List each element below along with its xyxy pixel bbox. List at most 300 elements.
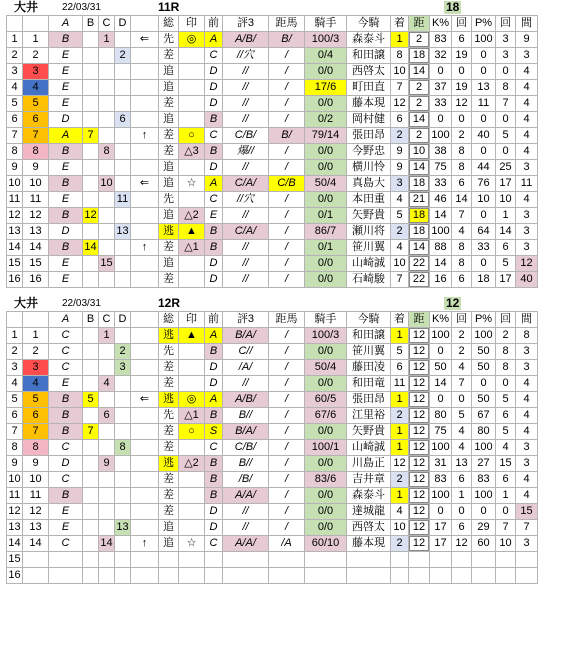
style[interactable]: 差 <box>159 240 179 256</box>
p-percent[interactable]: 80 <box>472 424 496 440</box>
jockey-name[interactable]: 山崎誠 <box>347 440 391 456</box>
distance-horse[interactable]: / <box>269 360 305 376</box>
p-count[interactable]: 17 <box>496 272 516 288</box>
grade-a[interactable]: C <box>49 360 83 376</box>
p-count[interactable]: 6 <box>496 240 516 256</box>
distance-horse[interactable]: / <box>269 224 305 240</box>
k-percent[interactable] <box>430 568 452 584</box>
jockey-stat[interactable]: 0/0 <box>305 192 347 208</box>
k-count[interactable]: 7 <box>452 376 472 392</box>
col-d[interactable] <box>115 240 131 256</box>
p-percent[interactable]: 0 <box>472 112 496 128</box>
style[interactable]: 差 <box>159 504 179 520</box>
distance-horse[interactable]: / <box>269 328 305 344</box>
horse-number[interactable]: 3 <box>23 360 49 376</box>
row-index[interactable]: 13 <box>7 520 23 536</box>
distance[interactable] <box>409 256 430 272</box>
jockey-name[interactable]: 藤田凌 <box>347 360 391 376</box>
table-row[interactable] <box>7 192 538 208</box>
col-d[interactable]: 11 <box>115 192 131 208</box>
col-d[interactable] <box>115 208 131 224</box>
distance[interactable] <box>409 360 430 376</box>
distance-horse[interactable] <box>269 552 305 568</box>
row-index[interactable]: 16 <box>7 272 23 288</box>
col-b[interactable] <box>83 64 99 80</box>
interval[interactable]: 4 <box>516 128 538 144</box>
column-header[interactable]: P% <box>472 312 496 328</box>
distance[interactable] <box>409 488 430 504</box>
table-row[interactable] <box>7 240 538 256</box>
jockey-stat[interactable] <box>305 568 347 584</box>
k-percent[interactable]: 32 <box>430 48 452 64</box>
jockey-name[interactable]: 石崎駿 <box>347 272 391 288</box>
interval[interactable]: 4 <box>516 376 538 392</box>
arrow-mark[interactable] <box>131 552 159 568</box>
col-c[interactable]: 1 <box>99 328 115 344</box>
eval3[interactable]: // <box>223 256 269 272</box>
distance[interactable] <box>409 440 430 456</box>
col-d[interactable] <box>115 160 131 176</box>
jockey-stat[interactable]: 100/3 <box>305 328 347 344</box>
jockey-name[interactable]: 西啓太 <box>347 64 391 80</box>
eval3[interactable]: // <box>223 520 269 536</box>
col-c[interactable] <box>99 272 115 288</box>
col-b[interactable] <box>83 552 99 568</box>
k-percent[interactable]: 0 <box>430 112 452 128</box>
column-header[interactable]: 間 <box>516 16 538 32</box>
p-count[interactable]: 5 <box>496 392 516 408</box>
distance-horse[interactable]: / <box>269 256 305 272</box>
mark[interactable] <box>179 64 205 80</box>
k-count[interactable]: 2 <box>452 344 472 360</box>
col-b[interactable] <box>83 224 99 240</box>
eval3[interactable]: 爆// <box>223 144 269 160</box>
row-index[interactable]: 3 <box>7 64 23 80</box>
column-header[interactable]: 印 <box>179 312 205 328</box>
eval3[interactable]: // <box>223 208 269 224</box>
p-percent[interactable]: 0 <box>472 376 496 392</box>
interval[interactable]: 9 <box>516 32 538 48</box>
distance-horse[interactable]: / <box>269 160 305 176</box>
jockey-name[interactable] <box>347 568 391 584</box>
row-index[interactable]: 7 <box>7 424 23 440</box>
col-c[interactable] <box>99 208 115 224</box>
table-row[interactable] <box>7 144 538 160</box>
k-count[interactable]: 4 <box>452 360 472 376</box>
eval3[interactable]: C/B/ <box>223 128 269 144</box>
k-percent[interactable] <box>430 552 452 568</box>
col-c[interactable]: 10 <box>99 176 115 192</box>
distance[interactable] <box>409 552 430 568</box>
p-percent[interactable]: 100 <box>472 440 496 456</box>
prev-grade[interactable]: D <box>205 256 223 272</box>
style[interactable]: 逃 <box>159 224 179 240</box>
p-percent[interactable]: 0 <box>472 64 496 80</box>
col-c[interactable] <box>99 504 115 520</box>
interval[interactable]: 4 <box>516 80 538 96</box>
rank[interactable]: 2 <box>391 128 409 144</box>
p-count[interactable]: 10 <box>496 536 516 552</box>
column-header[interactable]: C <box>99 312 115 328</box>
interval[interactable]: 3 <box>516 440 538 456</box>
p-percent[interactable]: 11 <box>472 96 496 112</box>
jockey-stat[interactable]: 83/6 <box>305 472 347 488</box>
mark[interactable] <box>179 256 205 272</box>
row-index[interactable]: 15 <box>7 256 23 272</box>
prev-grade[interactable]: C <box>205 48 223 64</box>
distance[interactable] <box>409 272 430 288</box>
horse-number[interactable]: 14 <box>23 240 49 256</box>
interval[interactable]: 15 <box>516 504 538 520</box>
col-c[interactable] <box>99 392 115 408</box>
col-c[interactable] <box>99 128 115 144</box>
table-row[interactable] <box>7 112 538 128</box>
prev-grade[interactable]: D <box>205 64 223 80</box>
eval3[interactable]: // <box>223 112 269 128</box>
arrow-mark[interactable] <box>131 144 159 160</box>
grade-a[interactable]: B <box>49 208 83 224</box>
k-count[interactable]: 2 <box>452 128 472 144</box>
col-d[interactable] <box>115 456 131 472</box>
p-count[interactable]: 3 <box>496 48 516 64</box>
col-b[interactable] <box>83 568 99 584</box>
style[interactable]: 逃 <box>159 456 179 472</box>
jockey-stat[interactable]: 50/4 <box>305 360 347 376</box>
distance-horse[interactable]: / <box>269 488 305 504</box>
p-count[interactable]: 8 <box>496 80 516 96</box>
distance[interactable] <box>409 32 430 48</box>
jockey-name[interactable]: 森泰斗 <box>347 32 391 48</box>
k-count[interactable]: 6 <box>452 32 472 48</box>
arrow-mark[interactable] <box>131 192 159 208</box>
jockey-name[interactable]: 吉井章 <box>347 472 391 488</box>
table-row[interactable] <box>7 568 538 584</box>
row-index[interactable]: 16 <box>7 568 23 584</box>
p-percent[interactable]: 60 <box>472 536 496 552</box>
rank[interactable]: 1 <box>391 440 409 456</box>
p-percent[interactable]: 13 <box>472 80 496 96</box>
grade-a[interactable]: C <box>49 472 83 488</box>
grade-a[interactable]: E <box>49 64 83 80</box>
col-d[interactable]: 3 <box>115 360 131 376</box>
style[interactable]: 先 <box>159 408 179 424</box>
distance-horse[interactable]: / <box>269 112 305 128</box>
col-c[interactable] <box>99 360 115 376</box>
p-percent[interactable] <box>472 552 496 568</box>
k-percent[interactable]: 33 <box>430 176 452 192</box>
grade-a[interactable]: C <box>49 328 83 344</box>
row-index[interactable]: 6 <box>7 408 23 424</box>
jockey-stat[interactable]: 0/2 <box>305 112 347 128</box>
rank[interactable]: 1 <box>391 328 409 344</box>
k-count[interactable]: 13 <box>452 456 472 472</box>
interval[interactable] <box>516 568 538 584</box>
column-header[interactable]: A <box>49 312 83 328</box>
col-c[interactable]: 1 <box>99 32 115 48</box>
col-c[interactable] <box>99 192 115 208</box>
mark[interactable] <box>179 344 205 360</box>
interval[interactable] <box>516 552 538 568</box>
mark[interactable]: ▲ <box>179 328 205 344</box>
distance-horse[interactable]: / <box>269 192 305 208</box>
eval3[interactable]: B/A/ <box>223 328 269 344</box>
table-row[interactable] <box>7 208 538 224</box>
p-count[interactable]: 14 <box>496 224 516 240</box>
row-index[interactable]: 9 <box>7 160 23 176</box>
horse-number[interactable]: 6 <box>23 408 49 424</box>
k-percent[interactable]: 50 <box>430 360 452 376</box>
column-header[interactable]: 着 <box>391 312 409 328</box>
interval[interactable]: 11 <box>516 176 538 192</box>
style[interactable]: 追 <box>159 176 179 192</box>
col-c[interactable] <box>99 344 115 360</box>
col-b[interactable] <box>83 408 99 424</box>
horse-number[interactable]: 9 <box>23 160 49 176</box>
k-percent[interactable]: 0 <box>430 392 452 408</box>
prev-grade[interactable]: S <box>205 424 223 440</box>
jockey-name[interactable]: 今野忠 <box>347 144 391 160</box>
grade-a[interactable]: B <box>49 32 83 48</box>
grade-a[interactable]: D <box>49 112 83 128</box>
jockey-name[interactable] <box>347 552 391 568</box>
horse-number[interactable]: 5 <box>23 392 49 408</box>
arrow-mark[interactable] <box>131 96 159 112</box>
distance[interactable] <box>409 240 430 256</box>
p-count[interactable] <box>496 552 516 568</box>
col-b[interactable] <box>83 192 99 208</box>
col-b[interactable] <box>83 328 99 344</box>
prev-grade[interactable]: A <box>205 392 223 408</box>
k-percent[interactable]: 83 <box>430 472 452 488</box>
arrow-mark[interactable]: ↑ <box>131 128 159 144</box>
jockey-name[interactable]: 西啓太 <box>347 520 391 536</box>
column-header[interactable] <box>23 16 49 32</box>
rank[interactable]: 5 <box>391 344 409 360</box>
style[interactable] <box>159 568 179 584</box>
column-header[interactable]: C <box>99 16 115 32</box>
jockey-name[interactable]: 町田直 <box>347 80 391 96</box>
mark[interactable] <box>179 440 205 456</box>
prev-grade[interactable]: B <box>205 456 223 472</box>
arrow-mark[interactable] <box>131 208 159 224</box>
k-count[interactable]: 0 <box>452 392 472 408</box>
p-count[interactable]: 0 <box>496 504 516 520</box>
jockey-name[interactable]: 横川怜 <box>347 160 391 176</box>
eval3[interactable]: C/A/ <box>223 224 269 240</box>
distance[interactable] <box>409 392 430 408</box>
rank[interactable]: 10 <box>391 520 409 536</box>
arrow-mark[interactable] <box>131 160 159 176</box>
column-header[interactable]: P% <box>472 16 496 32</box>
p-count[interactable]: 8 <box>496 360 516 376</box>
jockey-name[interactable]: 川島正 <box>347 456 391 472</box>
interval[interactable]: 4 <box>516 64 538 80</box>
column-header[interactable]: 今騎 <box>347 16 391 32</box>
grade-a[interactable]: C <box>49 536 83 552</box>
distance[interactable] <box>409 520 430 536</box>
style[interactable]: 差 <box>159 488 179 504</box>
k-percent[interactable]: 14 <box>430 208 452 224</box>
table-row[interactable] <box>7 392 538 408</box>
mark[interactable]: ◎ <box>179 392 205 408</box>
jockey-name[interactable]: 矢野貴 <box>347 208 391 224</box>
horse-number[interactable]: 8 <box>23 144 49 160</box>
horse-number[interactable]: 11 <box>23 192 49 208</box>
col-d[interactable]: 2 <box>115 344 131 360</box>
k-percent[interactable]: 33 <box>430 96 452 112</box>
k-percent[interactable]: 100 <box>430 440 452 456</box>
prev-grade[interactable]: B <box>205 344 223 360</box>
p-count[interactable]: 0 <box>496 64 516 80</box>
column-header[interactable]: 前 <box>205 16 223 32</box>
k-percent[interactable]: 46 <box>430 192 452 208</box>
col-c[interactable] <box>99 96 115 112</box>
grade-a[interactable]: B <box>49 392 83 408</box>
jockey-name[interactable]: 江里裕 <box>347 408 391 424</box>
horse-number[interactable]: 3 <box>23 64 49 80</box>
distance[interactable] <box>409 160 430 176</box>
col-c[interactable] <box>99 520 115 536</box>
row-index[interactable]: 8 <box>7 144 23 160</box>
jockey-name[interactable]: 和田譲 <box>347 328 391 344</box>
arrow-mark[interactable] <box>131 520 159 536</box>
jockey-stat[interactable]: 0/0 <box>305 376 347 392</box>
interval[interactable]: 12 <box>516 256 538 272</box>
grade-a[interactable] <box>49 568 83 584</box>
row-index[interactable]: 11 <box>7 488 23 504</box>
k-count[interactable]: 12 <box>452 536 472 552</box>
rank[interactable] <box>391 568 409 584</box>
rank[interactable]: 10 <box>391 64 409 80</box>
col-c[interactable] <box>99 424 115 440</box>
col-c[interactable]: 9 <box>99 456 115 472</box>
eval3[interactable]: B// <box>223 408 269 424</box>
interval[interactable]: 40 <box>516 272 538 288</box>
col-d[interactable] <box>115 176 131 192</box>
k-percent[interactable]: 0 <box>430 504 452 520</box>
distance[interactable] <box>409 504 430 520</box>
arrow-mark[interactable] <box>131 504 159 520</box>
eval3[interactable]: B// <box>223 456 269 472</box>
table-row[interactable] <box>7 440 538 456</box>
k-percent[interactable]: 100 <box>430 328 452 344</box>
rank[interactable]: 5 <box>391 208 409 224</box>
prev-grade[interactable]: C <box>205 128 223 144</box>
mark[interactable]: △3 <box>179 144 205 160</box>
eval3[interactable]: A/B/ <box>223 32 269 48</box>
table-row[interactable] <box>7 376 538 392</box>
k-percent[interactable]: 75 <box>430 424 452 440</box>
k-percent[interactable]: 31 <box>430 456 452 472</box>
prev-grade[interactable]: A <box>205 32 223 48</box>
mark[interactable]: △1 <box>179 408 205 424</box>
distance-horse[interactable]: / <box>269 392 305 408</box>
mark[interactable] <box>179 568 205 584</box>
column-header[interactable]: 回 <box>496 16 516 32</box>
column-header[interactable] <box>131 312 159 328</box>
col-d[interactable] <box>115 64 131 80</box>
eval3[interactable]: // <box>223 504 269 520</box>
k-count[interactable]: 19 <box>452 48 472 64</box>
row-index[interactable]: 11 <box>7 192 23 208</box>
row-index[interactable]: 10 <box>7 472 23 488</box>
distance-horse[interactable]: / <box>269 472 305 488</box>
rank[interactable]: 2 <box>391 408 409 424</box>
eval3[interactable]: A/B/ <box>223 392 269 408</box>
k-count[interactable]: 6 <box>452 176 472 192</box>
jockey-stat[interactable]: 0/0 <box>305 256 347 272</box>
horse-number[interactable]: 12 <box>23 208 49 224</box>
col-b[interactable] <box>83 32 99 48</box>
horse-number[interactable]: 15 <box>23 256 49 272</box>
k-percent[interactable]: 88 <box>430 240 452 256</box>
jockey-name[interactable]: 達城龍 <box>347 504 391 520</box>
jockey-stat[interactable]: 86/7 <box>305 224 347 240</box>
arrow-mark[interactable] <box>131 424 159 440</box>
arrow-mark[interactable] <box>131 224 159 240</box>
p-count[interactable]: 6 <box>496 472 516 488</box>
eval3[interactable]: A/A/ <box>223 488 269 504</box>
prev-grade[interactable]: A <box>205 176 223 192</box>
column-header[interactable]: 距 <box>409 312 430 328</box>
arrow-mark[interactable] <box>131 360 159 376</box>
prev-grade[interactable]: B <box>205 240 223 256</box>
distance-horse[interactable]: / <box>269 240 305 256</box>
p-count[interactable]: 0 <box>496 144 516 160</box>
k-percent[interactable]: 100 <box>430 224 452 240</box>
column-header[interactable]: 着 <box>391 16 409 32</box>
prev-grade[interactable]: D <box>205 504 223 520</box>
table-row[interactable] <box>7 328 538 344</box>
style[interactable]: 差 <box>159 48 179 64</box>
interval[interactable]: 8 <box>516 328 538 344</box>
table-row[interactable] <box>7 176 538 192</box>
style[interactable]: 追 <box>159 112 179 128</box>
p-count[interactable]: 25 <box>496 160 516 176</box>
style[interactable]: 追 <box>159 256 179 272</box>
col-c[interactable]: 8 <box>99 144 115 160</box>
col-d[interactable]: 8 <box>115 440 131 456</box>
arrow-mark[interactable] <box>131 48 159 64</box>
col-b[interactable] <box>83 376 99 392</box>
horse-number[interactable]: 7 <box>23 128 49 144</box>
column-header[interactable]: 距馬 <box>269 312 305 328</box>
eval3[interactable]: // <box>223 64 269 80</box>
interval[interactable]: 3 <box>516 360 538 376</box>
style[interactable]: 差 <box>159 128 179 144</box>
style[interactable]: 差 <box>159 144 179 160</box>
col-d[interactable]: 13 <box>115 520 131 536</box>
p-percent[interactable]: 18 <box>472 272 496 288</box>
table-row[interactable] <box>7 552 538 568</box>
rank[interactable]: 2 <box>391 224 409 240</box>
grade-a[interactable]: C <box>49 344 83 360</box>
col-d[interactable] <box>115 128 131 144</box>
jockey-name[interactable]: 藤本現 <box>347 96 391 112</box>
jockey-name[interactable]: 瀬川将 <box>347 224 391 240</box>
p-count[interactable]: 1 <box>496 488 516 504</box>
column-header[interactable]: D <box>115 16 131 32</box>
col-c[interactable]: 14 <box>99 536 115 552</box>
interval[interactable]: 7 <box>516 520 538 536</box>
style[interactable]: 差 <box>159 360 179 376</box>
column-header[interactable]: B <box>83 16 99 32</box>
p-percent[interactable]: 0 <box>472 504 496 520</box>
horse-number[interactable]: 1 <box>23 328 49 344</box>
arrow-mark[interactable] <box>131 64 159 80</box>
distance-horse[interactable]: / <box>269 376 305 392</box>
k-count[interactable]: 0 <box>452 112 472 128</box>
